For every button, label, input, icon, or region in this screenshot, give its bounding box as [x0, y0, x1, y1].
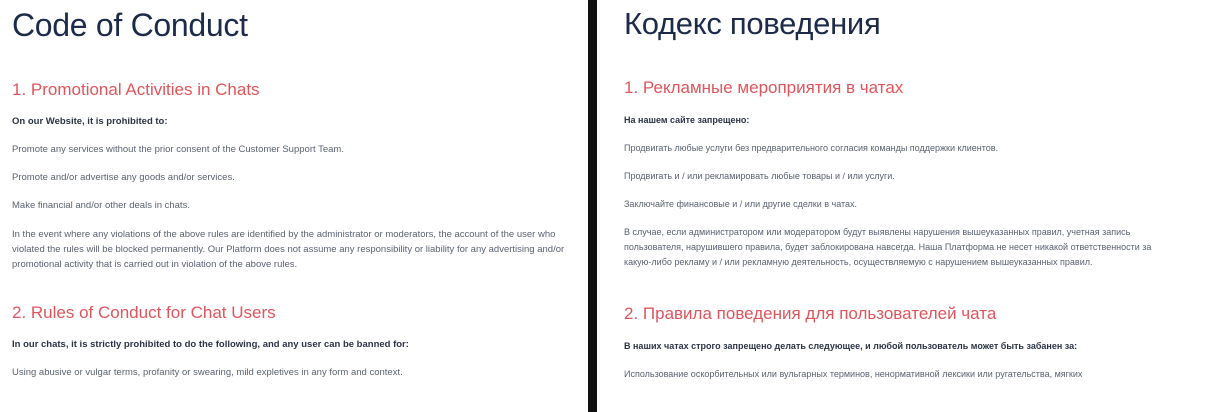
violation-paragraph: В случае, если администратором или модератором будут выявлены нарушения вышеуказанных правил, учетная запись пользователя, нарушившего правила, будет заблокирована навсегда. Наша Платформа не несет никакой ответственности за какую-либо рекламу и / или рекламную деятельность, осуществляемую с нарушением вышеуказанных правил.: [624, 227, 1152, 267]
section-heading-chat-rules: 2. Правила поведения для пользователей чата: [624, 304, 997, 323]
rule-item: Продвигать любые услуги без предварительного согласия команды поддержки клиентов.: [624, 143, 999, 153]
page-title: Code of Conduct: [12, 7, 248, 43]
page-title: Кодекс поведения: [624, 6, 881, 41]
rule-item: Promote and/or advertise any goods and/or services.: [12, 172, 235, 183]
rule-item: Using abusive or vulgar terms, profanity or swearing, mild expletives in any form and context.: [12, 367, 403, 378]
section-lead: В наших чатах строго запрещено делать следующее, и любой пользователь может быть забанен за:: [624, 341, 1078, 351]
section-heading-promotional: 1. Рекламные мероприятия в чатах: [624, 78, 904, 97]
rule-item: Использование оскорбительных или вульгарных терминов, ненормативной лексики или ругательства, мягких: [624, 369, 1083, 379]
russian-document-panel: [597, 0, 1211, 412]
violation-paragraph: In the event where any violations of the above rules are identified by the administrator or moderators, the account of the user who violated the rules will be blocked permanently. Our Platform does not assume any responsibility or liability for any advertising and/or promotional activity that is carried out in violation of the above rules.: [12, 229, 565, 270]
section-heading-promotional: 1. Promotional Activities in Chats: [12, 80, 260, 99]
rule-item: Продвигать и / или рекламировать любые товары и / или услуги.: [624, 171, 895, 181]
section-heading-chat-rules: 2. Rules of Conduct for Chat Users: [12, 303, 276, 322]
section-lead: On our Website, it is prohibited to:: [12, 116, 168, 127]
section-lead: In our chats, it is strictly prohibited to do the following, and any user can be banned for:: [12, 339, 409, 350]
rule-item: Make financial and/or other deals in chats.: [12, 200, 190, 211]
rule-item: Promote any services without the prior consent of the Customer Support Team.: [12, 144, 344, 155]
section-lead: На нашем сайте запрещено:: [624, 115, 750, 125]
rule-item: Заключайте финансовые и / или другие сделки в чатах.: [624, 199, 858, 209]
english-document-panel: [0, 0, 588, 412]
panel-divider: [588, 0, 597, 412]
